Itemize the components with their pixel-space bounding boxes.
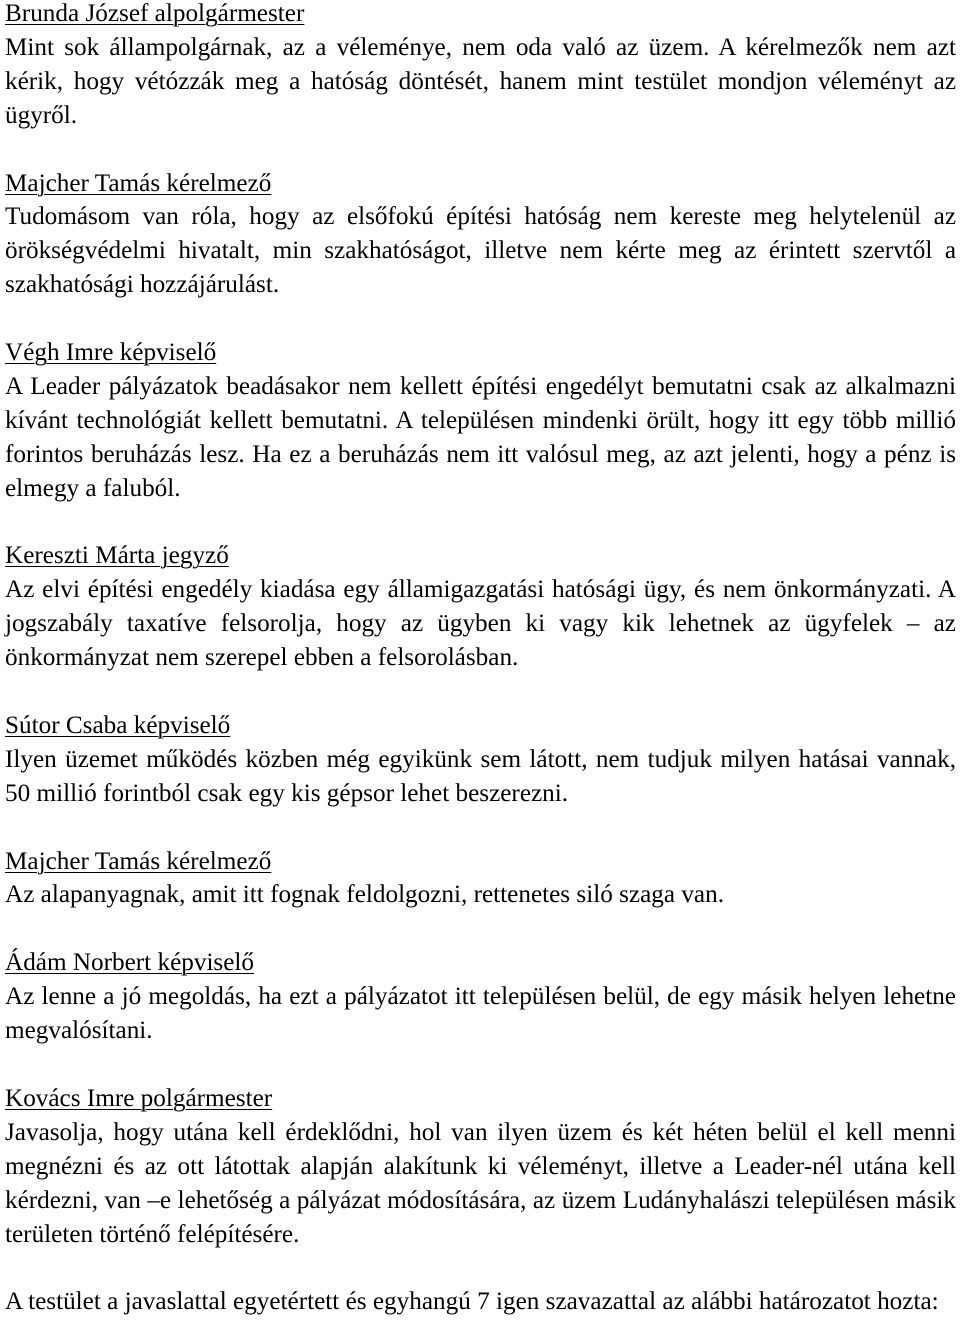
speaker-name: Sútor Csaba képviselő — [5, 711, 231, 739]
speaker-name: Kereszti Márta jegyző — [5, 542, 229, 570]
speech-text: Tudomásom van róla, hogy az elsőfokú építési hatóság nem kereste meg helytelenül az örökségvédelmi hivatalt, min szakhatóságot, illetve nem kérte meg az érintett szervtől a szakhatósági hozzájárulást. — [5, 203, 956, 299]
speech-text: Az lenne a jó megoldás, ha ezt a pályázatot itt településen belül, de egy másik helyen lehetne megvalósítani. — [5, 983, 956, 1045]
speaker-name: Brunda József alpolgármester — [5, 0, 305, 27]
document-page — [5, 0, 956, 1319]
speech-text: Ilyen üzemet működés közben még egyikünk sem látott, nem tudjuk milyen hatásai vannak, 50 millió forintból csak egy kis gépsor lehet beszerezni. — [5, 745, 956, 807]
speech-text: Az elvi építési engedély kiadása egy államigazgatási hatósági ügy, és nem önkormányzati. A jogszabály taxatíve felsorolja, hogy az ügyben ki vagy kik lehetnek az ügyfelek – az önkormányzat nem szerepel ebben a felsorolásban. — [5, 576, 956, 672]
resolution-intro: A testület a javaslattal egyetértett és egyhangú 7 igen szavazattal az alábbi határozatot hozta: — [5, 1288, 939, 1316]
speech-block — [5, 845, 956, 913]
speech-block — [5, 539, 956, 675]
speech-text: Az alapanyagnak, amit itt fognak feldolgozni, rettenetes siló szaga van. — [5, 881, 724, 909]
speech-text: A Leader pályázatok beadásakor nem kellett építési engedélyt bemutatni csak az alkalmazni kívánt technológiát kellett bemutatni. A településen mindenki örült, hogy itt egy több millió forintos beruházás lesz. Ha ez a beruházás nem itt valósul meg, az azt jelenti, hogy a pénz is elmegy a faluból. — [5, 372, 956, 502]
speech-block — [5, 167, 956, 303]
speech-block — [5, 336, 956, 506]
speaker-name: Kovács Imre polgármester — [5, 1084, 273, 1112]
speech-block — [5, 0, 956, 133]
speech-block — [5, 709, 956, 811]
speech-block — [5, 1082, 956, 1252]
speech-text: Javasolja, hogy utána kell érdeklődni, hol van ilyen üzem és két héten belül el kell menni megnézni és az ott látottak alapján alakítunk ki véleményt, illetve a Leader-nél utána kell kérdezni, van –e lehetőség a pályázat módosítására, az üzem Ludányhalászi településen másik területen történő felépítésére. — [5, 1118, 956, 1248]
speaker-name: Végh Imre képviselő — [5, 339, 217, 367]
speaker-name: Ádám Norbert képviselő — [5, 949, 255, 977]
speaker-name: Majcher Tamás kérelmező — [5, 169, 272, 197]
speaker-name: Majcher Tamás kérelmező — [5, 847, 272, 875]
speech-block — [5, 946, 956, 1048]
speech-text: Mint sok állampolgárnak, az a véleménye, nem oda való az üzem. A kérelmezők nem azt kérik, hogy vétózzák meg a hatóság döntését, hanem mint testület mondjon véleményt az ügyről. — [5, 33, 956, 129]
